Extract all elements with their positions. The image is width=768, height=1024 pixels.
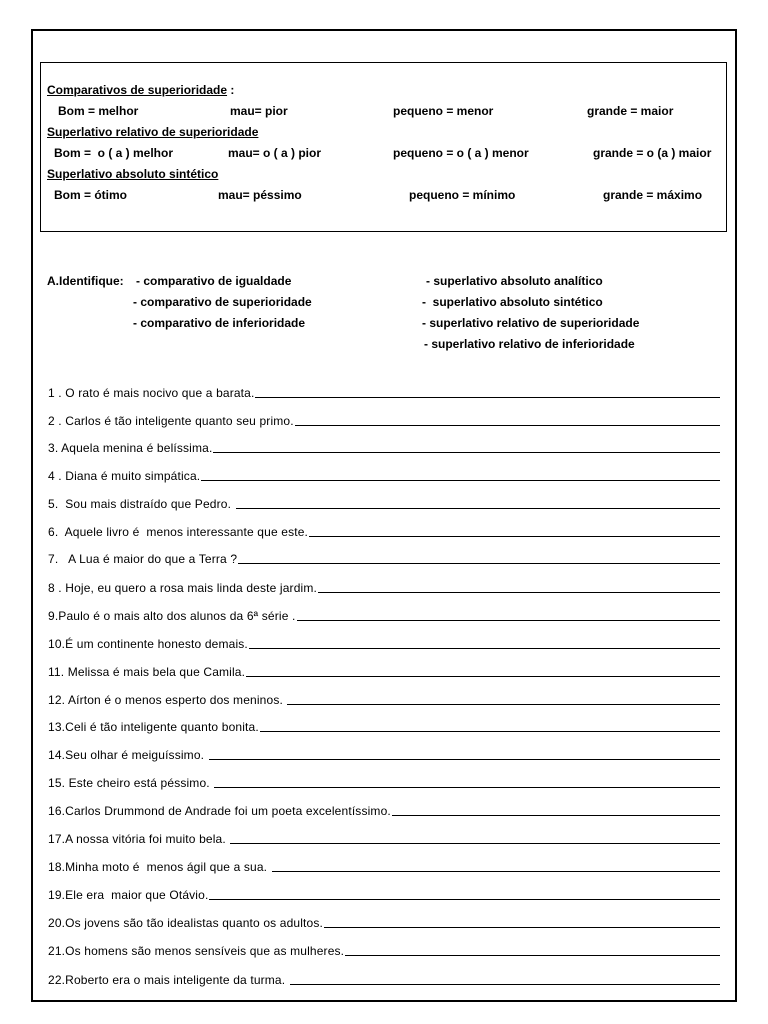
question-1: 1 . O rato é mais nocivo que a barata.	[48, 386, 720, 400]
question-9: 9.Paulo é o mais alto dos alunos da 6ª série .	[48, 609, 720, 623]
comparativo-pequeno: pequeno = menor	[393, 104, 494, 118]
identify-option-right-3: - superlativo relativo de superioridade	[422, 316, 640, 330]
answer-blank-21[interactable]	[345, 954, 720, 956]
comparativo-grande: grande = maior	[587, 104, 674, 118]
comparativo-bom: Bom = melhor	[58, 104, 139, 118]
superlativo-relativo-heading: Superlativo relativo de superioridade	[47, 125, 259, 139]
identify-heading: A.Identifique:	[47, 274, 124, 288]
answer-blank-2[interactable]	[295, 424, 720, 426]
answer-blank-22[interactable]	[290, 983, 720, 985]
answer-blank-4[interactable]	[201, 479, 720, 481]
question-20: 20.Os jovens são tão idealistas quanto os adultos.	[48, 916, 720, 930]
question-8: 8 . Hoje, eu quero a rosa mais linda deste jardim.	[48, 581, 720, 595]
superlativo-relativo-bom: Bom = o ( a ) melhor	[54, 146, 174, 160]
identify-option-right-2: - superlativo absoluto sintético	[422, 295, 603, 309]
comparativo-heading: Comparativos de superioridade :	[47, 83, 235, 97]
answer-blank-1[interactable]	[255, 396, 720, 398]
identify-option-left-2: - comparativo de superioridade	[133, 295, 312, 309]
question-18: 18.Minha moto é menos ágil que a sua.	[48, 860, 720, 874]
superlativo-absoluto-heading: Superlativo absoluto sintético	[47, 167, 219, 181]
question-4: 4 . Diana é muito simpática.	[48, 469, 720, 483]
answer-blank-6[interactable]	[309, 535, 720, 537]
identify-option-right-4: - superlativo relativo de inferioridade	[424, 337, 635, 351]
question-22: 22.Roberto era o mais inteligente da turma.	[48, 973, 720, 987]
comparativo-mau: mau= pior	[230, 104, 288, 118]
question-13: 13.Celi é tão inteligente quanto bonita.	[48, 720, 720, 734]
question-3: 3. Aquela menina é belíssima.	[48, 441, 720, 455]
answer-blank-10[interactable]	[249, 647, 720, 649]
question-14: 14.Seu olhar é meiguíssimo.	[48, 748, 720, 762]
answer-blank-7[interactable]	[238, 562, 720, 564]
answer-blank-5[interactable]	[236, 507, 720, 509]
answer-blank-8[interactable]	[318, 591, 720, 593]
answer-blank-13[interactable]	[260, 730, 720, 732]
superlativo-relativo-grande: grande = o (a ) maior	[593, 146, 712, 160]
superlativo-absoluto-pequeno: pequeno = mínimo	[409, 188, 516, 202]
identify-option-left-3: - comparativo de inferioridade	[133, 316, 306, 330]
identify-option-right-1: - superlativo absoluto analítico	[426, 274, 603, 288]
question-12: 12. Aírton é o menos esperto dos meninos.	[48, 693, 720, 707]
question-10: 10.É um continente honesto demais.	[48, 637, 720, 651]
question-7: 7. A Lua é maior do que a Terra ?	[48, 552, 720, 566]
answer-blank-14[interactable]	[209, 758, 720, 760]
question-19: 19.Ele era maior que Otávio.	[48, 888, 720, 902]
identify-option-left-1: - comparativo de igualdade	[136, 274, 292, 288]
superlativo-relativo-mau: mau= o ( a ) pior	[228, 146, 322, 160]
question-16: 16.Carlos Drummond de Andrade foi um poeta excelentíssimo.	[48, 804, 720, 818]
answer-blank-9[interactable]	[297, 619, 721, 621]
superlativo-absoluto-mau: mau= péssimo	[218, 188, 302, 202]
question-2: 2 . Carlos é tão inteligente quanto seu primo.	[48, 414, 720, 428]
answer-blank-3[interactable]	[213, 451, 720, 453]
question-11: 11. Melissa é mais bela que Camila.	[48, 665, 720, 679]
answer-blank-17[interactable]	[230, 842, 720, 844]
answer-blank-20[interactable]	[324, 926, 720, 928]
superlativo-relativo-pequeno: pequeno = o ( a ) menor	[393, 146, 529, 160]
question-6: 6. Aquele livro é menos interessante que este.	[48, 525, 720, 539]
question-17: 17.A nossa vitória foi muito bela.	[48, 832, 720, 846]
answer-blank-11[interactable]	[246, 675, 720, 677]
question-21: 21.Os homens são menos sensíveis que as mulheres.	[48, 944, 720, 958]
question-5: 5. Sou mais distraído que Pedro.	[48, 497, 720, 511]
answer-blank-15[interactable]	[214, 786, 720, 788]
answer-blank-16[interactable]	[392, 814, 720, 816]
answer-blank-12[interactable]	[287, 703, 720, 705]
superlativo-absoluto-bom: Bom = ótimo	[54, 188, 128, 202]
answer-blank-18[interactable]	[272, 870, 720, 872]
question-15: 15. Este cheiro está péssimo.	[48, 776, 720, 790]
superlativo-absoluto-grande: grande = máximo	[603, 188, 703, 202]
answer-blank-19[interactable]	[209, 898, 720, 900]
